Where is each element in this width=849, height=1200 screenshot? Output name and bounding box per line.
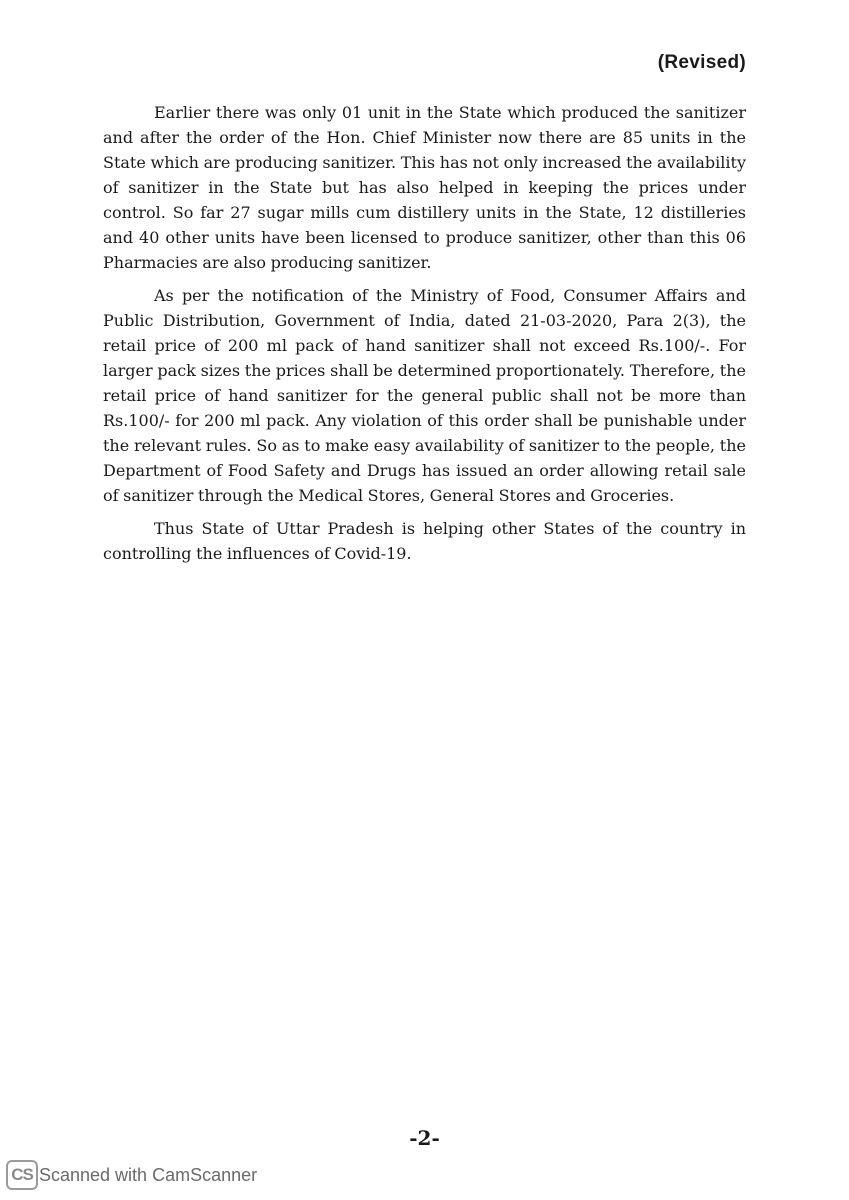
paragraph-conclusion: Thus State of Uttar Pradesh is helping other States of the country in controlling the influences of Covid-19. [103, 519, 746, 563]
paragraph-sanitizer-units: Earlier there was only 01 unit in the State which produced the sanitizer and after the order of the Hon. Chief Minister now there are 85 units in the State which are producing sanitizer. This has not only increased the availability of sanitizer in the State but has also helped in keeping the prices under control. So far 27 sugar mills cum distillery units in the State, 12 distilleries and 40 other units have been licensed to produce sanitizer, other than this 06 Pharmacies are also producing sanitizer. [103, 103, 746, 272]
camscanner-text: Scanned with CamScanner [39, 1164, 258, 1185]
revised-label: (Revised) [657, 52, 746, 73]
paragraph-price-notification: As per the notification of the Ministry of Food, Consumer Affairs and Public Distribution, Government of India, dated 21-03-2020, Para 2(3), the retail price of 200 ml pack of hand sanitizer shall not exceed Rs.100/-. For larger pack sizes the prices shall be determined proportionately. Therefore, the retail price of hand sanitizer for the general public shall not be more than Rs.100/- for 200 ml pack. Any violation of this order shall be punishable under the relevant rules. So as to make easy availability of sanitizer to the people, the Department of Food Safety and Drugs has issued an order allowing retail sale of sanitizer through the Medical Stores, General Stores and Groceries. [103, 286, 746, 505]
page-number: -2- [409, 1126, 440, 1150]
camscanner-logo-icon: CS [6, 1160, 38, 1190]
document-body [103, 100, 746, 574]
camscanner-watermark [6, 1160, 257, 1190]
